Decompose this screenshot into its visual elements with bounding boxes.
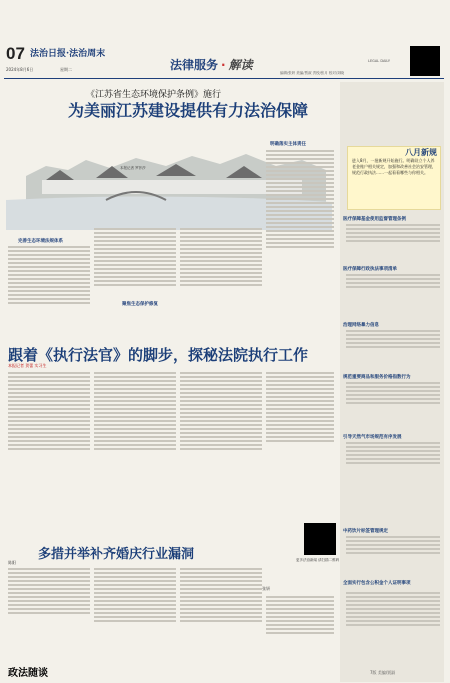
issue-weekday: 星期二 [60,67,72,72]
lead-subhead-1: 完善生态环境法规体系 [18,239,63,244]
sidebar-text-5 [346,442,440,486]
second-col-3 [180,372,262,528]
section-name: 法律服务 [170,58,219,72]
editor-line: 编辑/张妍 美编/贾淑 责校/张月 校对/刘晓 [280,71,345,75]
notice-title: 八月新规 [405,148,437,157]
bottom-note: 7版 美编/贾淑 [370,670,396,675]
legal-daily-label: LEGAL DAILY [368,59,391,63]
sidebar-text-2 [346,274,440,304]
column-name: 政法随谈 [8,668,48,679]
sidebar-text-1 [346,224,440,258]
third-col-1 [8,568,90,660]
lead-subhead-3: 明确落实主体责任 [270,142,306,147]
second-col-2 [94,372,176,528]
lead-col-3 [180,228,262,338]
sidebar-item-1: 医疗保障基金使用监督管理条例 [343,217,406,222]
third-col-4 [266,596,334,678]
sidebar-item-4: 规范重要商品和服务价格指数行为 [343,375,411,380]
lead-kicker: 《江苏省生态环境保护条例》施行 [86,90,222,100]
third-col-2 [94,568,176,678]
qr-code-middle [304,523,336,555]
middle-author: 张妍 [262,586,270,591]
notice-text: 进入8月，一批新规开始施行。明确设立个人养老金账户相关规定，加强和改善社会治安管理，规范行政执法……一起看看哪些与你相关。 [352,158,436,175]
sidebar-item-6: 中药饮片标签管理规定 [343,529,388,534]
paper-name: 法治日报·法治周末 [30,49,106,59]
second-col-4 [266,372,334,520]
lead-photo-caption: 本报记者 罗莎莎 [120,166,146,170]
sidebar-text-6 [346,536,440,570]
issue-date: 2024年8月6日 [6,67,34,72]
second-headline: 跟着《执行法官》的脚步，探秘法院执行工作 [8,346,309,364]
second-col-1 [8,372,90,528]
sidebar-item-5: 引导天然气市场规范有序发展 [343,435,402,440]
page-number: 07 [6,44,25,63]
sidebar-item-2: 医疗保障行政执法事项清单 [343,267,397,272]
lead-col-4 [266,150,334,338]
third-col-3 [180,568,262,678]
sidebar-text-3 [346,330,440,364]
lead-col-1 [8,246,90,338]
third-author: 陈阳 [8,560,16,565]
qr-code-top [410,46,440,76]
third-headline: 多措并举补齐婚庆行业漏洞 [38,547,195,562]
section-subtitle: 解读 [228,58,253,72]
lead-subhead-2: 聚焦生态保护修复 [122,302,158,307]
sidebar-item-7: 全面实行包含公积金个人证明事项 [343,581,411,586]
section-title [170,56,253,73]
lead-col-2 [94,228,176,338]
section-separator: · [221,58,226,72]
sidebar-text-7 [346,592,440,656]
second-author: 本报记者 贺蕾 实习生 [8,363,47,368]
sidebar-text-4 [346,382,440,426]
qr-caption: 更多法治新闻 请扫描二维码 [296,558,340,562]
sidebar-item-3: 治理网络暴力信息 [343,323,379,328]
header-rule [4,78,444,79]
lead-headline: 为美丽江苏建设提供有力法治保障 [68,101,309,120]
